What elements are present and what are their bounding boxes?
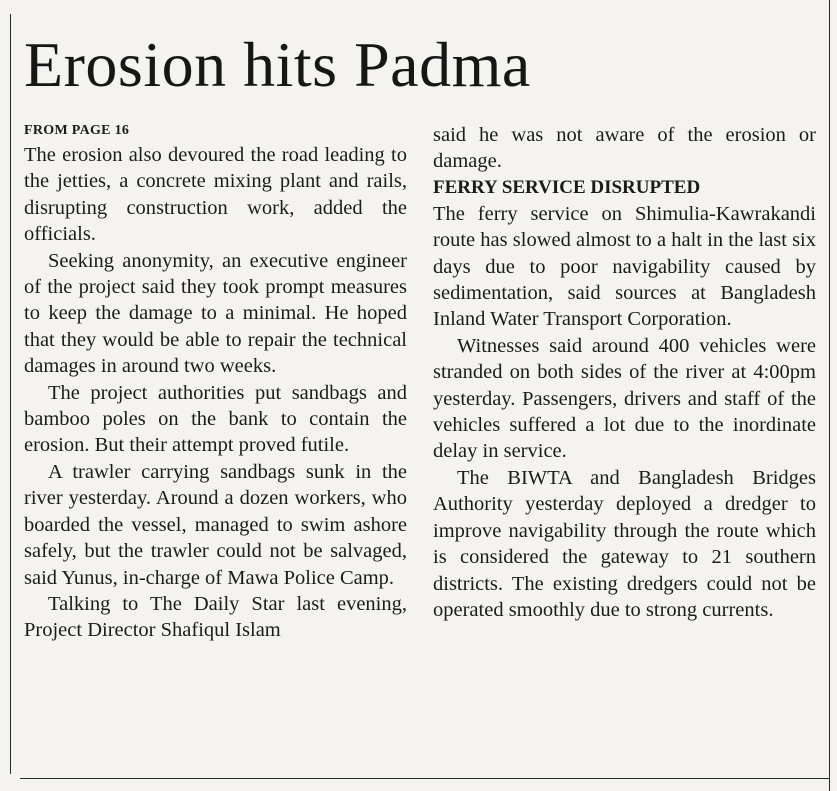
- headline: Erosion hits Padma: [24, 29, 531, 100]
- left-column: [24, 120, 407, 644]
- bottom-border-rule: [20, 778, 829, 779]
- paragraph: The project authorities put sandbags and bamboo poles on the bank to contain the erosion. But their attempt proved futile.: [24, 381, 407, 457]
- paragraph: Seeking anonymity, an executive engineer of the project said they took prompt measures to keep the damage to a minimal. He hoped that they would be able to repair the technical damages in around two weeks.: [24, 249, 407, 378]
- left-border-rule: [10, 14, 11, 774]
- section-subhead: FERRY SERVICE DISRUPTED: [433, 176, 701, 198]
- paragraph: A trawler carrying sandbags sunk in the river yesterday. Around a dozen workers, who boarded the vessel, managed to swim ashore safely, but the trawler could not be salvaged, said Yunus, in-charge of Mawa Police Camp.: [24, 460, 407, 589]
- from-page-kicker: FROM PAGE 16: [24, 123, 130, 138]
- paragraph-continued: said he was not aware of the erosion or damage.: [433, 124, 816, 173]
- paragraph: The BIWTA and Bangladesh Bridges Authority yesterday deployed a dredger to improve navigability through the route which is considered the gateway to 21 southern districts. The existing dredgers could not be operated smoothly due to strong currents.: [433, 466, 816, 621]
- paragraph: Talking to The Daily Star last evening, Project Director Shafiqul Islam: [24, 592, 407, 642]
- paragraph: The erosion also devoured the road leading to the jetties, a concrete mixing plant and rails, disrupting construction work, added the officials.: [24, 144, 407, 246]
- paragraph: Witnesses said around 400 vehicles were stranded on both sides of the river at 4:00pm yesterday. Passengers, drivers and staff of the vehicles suffered a lot due to the inordinate delay in service.: [433, 334, 816, 463]
- right-column: [433, 122, 816, 623]
- paragraph: The ferry service on Shimulia-Kawrakandi route has slowed almost to a halt in the last six days due to poor navigability caused by sedimentation, said sources at Bangladesh Inland Water Transport Corporation.: [433, 202, 816, 331]
- right-border-rule: [829, 0, 830, 791]
